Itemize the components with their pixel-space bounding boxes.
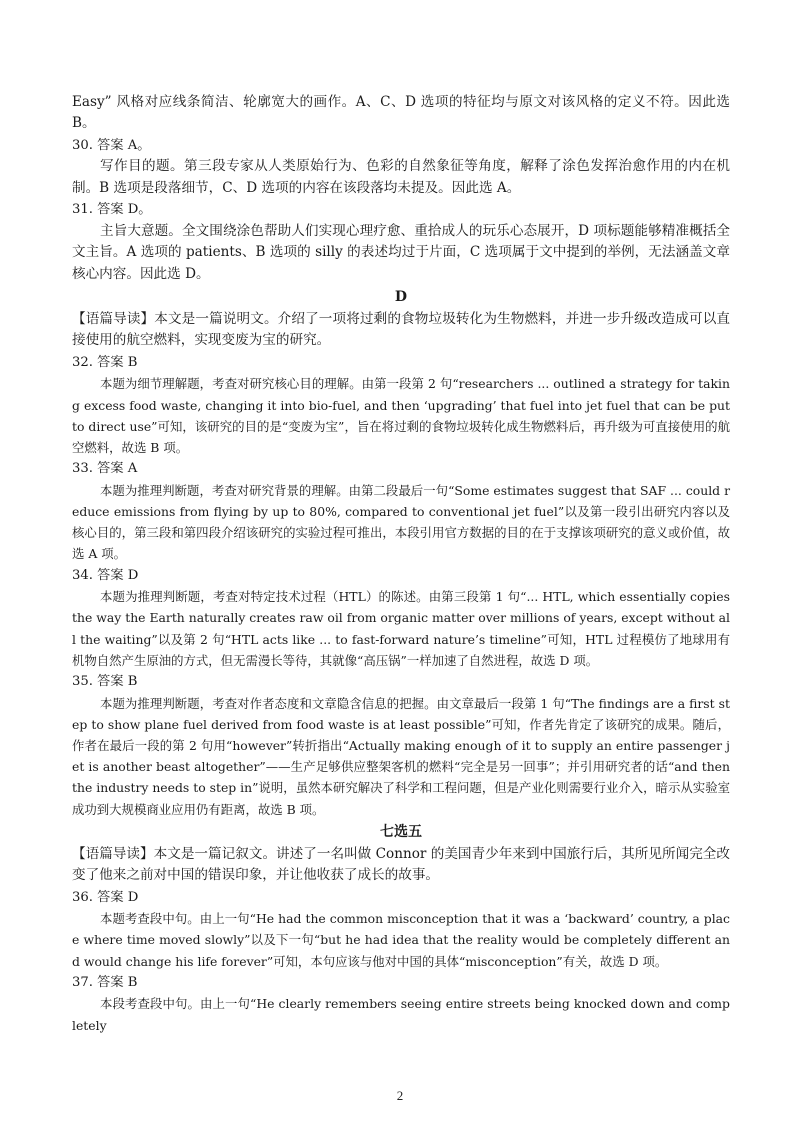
q31-answer: 31. 答案 D。 <box>72 202 152 218</box>
q33-answer: 33. 答案 A <box>72 461 138 477</box>
q34-explanation: 本题为推理判断题，考查对特定技术过程（HTL）的陈述。由第三段第 1 句“... HTL, which essentially copies the way the Earth naturally creates raw oil from organic matter over millions of years, except without all the waiting”以及第 2 句“HTL acts like ... to fast-forward nature’s timeline”可知，HTL 过程模仿了地球用有机物自然产生原油的方式，但无需漫长等待，其就像“高压锅”一样加速了自然进程，故选 D 项。 <box>72 589 730 668</box>
q35-explanation: 本题为推理判断题，考查对作者态度和文章隐含信息的把握。由文章最后一段第 1 句“The findings are a first step to show plane fuel derived from food waste is at least possible”可知，作者先肯定了该研究的成果。随后，作者在最后一段的第 2 句用“however”转折指出“Actually making enough of it to supply an entire passenger jet is another beast altogether”——生产足够供应整架客机的燃料“完全是另一回事”；并引用研究者的话“and then the industry needs to step in”说明，虽然本研究解决了科学和工程问题，但是产业化则需要行业介入，暗示从实验室成功到大规模商业应用仍有距离，故选 B 项。 <box>72 695 730 817</box>
page-number: 2 <box>396 1088 404 1103</box>
q36-explanation: 本题考查段中句。由上一句“He had the common misconception that it was a ‘backward’ country, a place where time moved slowly”以及下一句“but he had idea that the reality would be completely different and would change his life forever”可知，本句应该与他对中国的具体“misconception”有关，故选 D 项。 <box>72 911 730 969</box>
q32-answer: 32. 答案 B <box>72 354 138 370</box>
q35-answer: 35. 答案 B <box>72 674 138 690</box>
seven-choose-five-heading: 七选五 <box>380 823 422 840</box>
q31-explanation: 主旨大意题。全文围绕涂色帮助人们实现心理疗愈、重拾成人的玩乐心态展开，D 项标题能够精准概括全文主旨。A 选项的 patients、B 选项的 silly 的表述均过于片面，C 选项属于文中提到的举例，无法涵盖文章核心内容。因此选 D。 <box>72 222 730 282</box>
c-passage-conclusion: Easy” 风格对应线条简洁、轮廓宽大的画作。A、C、D 选项的特征均与原文对该风格的定义不符。因此选 B。 <box>72 94 730 132</box>
seven-choose-five-guide: 【语篇导读】本文是一篇记叙文。讲述了一名叫做 Connor 的美国青少年来到中国旅行后，其所见所闻完全改变了他来之前对中国的错误印象，并让他收获了成长的故事。 <box>72 845 730 884</box>
q33-explanation: 本题为推理判断题，考查对研究背景的理解。由第二段最后一句“Some estimates suggest that SAF ... could reduce emissions from flying by up to 80%, compared to conventional jet fuel”以及第一段引出研究内容以及核心目的，第三段和第四段介绍该研究的实验过程可推出，本段引用官方数据的目的在于支撑该项研究的意义或价值，故选 A 项。 <box>72 482 730 562</box>
q37-explanation: 本段考查段中句。由上一句“He clearly remembers seeing entire streets being knocked down and completely <box>72 996 730 1033</box>
section-d-heading: D <box>394 289 408 306</box>
q32-explanation: 本题为细节理解题，考查对研究核心目的理解。由第一段第 2 句“researchers ... outlined a strategy for taking excess food waste, changing it into bio-fuel, and then ‘upgrading’ that fuel into jet fuel that can be put to direct use”可知，该研究的目的是“变废为宝”，旨在将过剩的食物垃圾转化成生物燃料后，再升级为可直接使用的航空燃料，故选 B 项。 <box>72 376 730 456</box>
q36-answer: 36. 答案 D <box>72 889 139 905</box>
page-content <box>72 92 730 1036</box>
q34-answer: 34. 答案 D <box>72 567 139 583</box>
q37-answer: 37. 答案 B <box>72 974 138 990</box>
q30-explanation: 写作目的题。第三段专家从人类原始行为、色彩的自然象征等角度，解释了涂色发挥治愈作用的内在机制。B 选项是段落细节，C、D 选项的内容在该段落均未提及。因此选 A。 <box>72 158 730 196</box>
q30-answer: 30. 答案 A。 <box>72 137 151 153</box>
section-d-guide: 【语篇导读】本文是一篇说明文。介绍了一项将过剩的食物垃圾转化为生物燃料，并进一步升级改造成可以直接使用的航空燃料，实现变废为宝的研究。 <box>72 311 730 349</box>
